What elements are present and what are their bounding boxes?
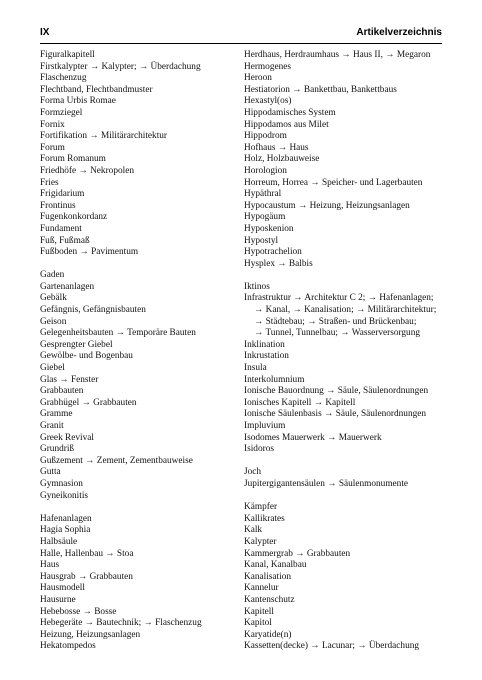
index-entry: Kanal, Kanalbau <box>244 560 307 571</box>
index-entry: Herdhaus, Herdraumhaus → Haus II, → Megaron <box>244 50 431 60</box>
index-entry: Hagia Sophia <box>40 525 91 536</box>
index-entry: Hekatompedos <box>40 641 96 652</box>
running-title: Artikelverzeichnis <box>356 27 442 38</box>
index-entry: Fugenkonkordanz <box>40 212 108 223</box>
index-entry: Fußboden → Pavimentum <box>40 247 139 258</box>
index-group <box>40 50 232 259</box>
index-entry: Gewölbe- und Bogenbau <box>40 351 133 362</box>
index-entry: Forma Urbis Romae <box>40 96 116 107</box>
index-entry: Iktinos <box>244 281 270 292</box>
index-entry: Heroon <box>244 73 272 84</box>
index-entry: Granit <box>40 421 64 431</box>
index-entry: Gußzement → Zement, Zementbauweise <box>40 455 193 466</box>
index-entry: Hebebosse → Bosse <box>40 606 117 617</box>
index-entry: Ionische Säulenbasis → Säule, Säulenordnungen <box>244 409 427 420</box>
index-entry: Gelegenheitsbauten → Temporäre Bauten <box>40 328 196 339</box>
index-entry: Infrastruktur → Architektur C 2; → Hafenanlagen; <box>244 293 434 304</box>
index-entry: Kalypter <box>244 536 277 547</box>
page-header <box>40 27 442 44</box>
index-entry: Fuß, Fußmaß <box>40 235 90 246</box>
page-number: IX <box>40 27 50 38</box>
index-entry: Gebälk <box>40 293 67 304</box>
index-entry: Hafenanlagen <box>40 513 92 524</box>
index-entry: Horologion <box>244 165 287 176</box>
index-entry: Gefängnis, Gefängnisbauten <box>40 305 146 316</box>
index-entry: Forum <box>40 142 65 153</box>
index-entry: Gartenanlagen <box>40 281 95 292</box>
index-entry: Kapitell <box>244 606 274 617</box>
index-group <box>244 50 444 270</box>
index-entry: Friedhöfe → Nekropolen <box>40 165 134 176</box>
index-entry: Firstkalypter → Kalypter; → Überdachung <box>40 61 201 72</box>
index-entry: Giebel <box>40 363 65 374</box>
index-entry: Horreum, Horrea → Speicher- und Lagerbauten <box>244 177 423 188</box>
index-entry: Hysplex → Balbis <box>244 258 313 269</box>
index-group <box>40 270 232 502</box>
index-entry: Fries <box>40 177 59 188</box>
index-entry: Hexastyl(os) <box>244 96 292 107</box>
index-entry: Inkrustation <box>244 351 289 362</box>
index-entry: Isidoros <box>244 444 274 455</box>
index-group <box>244 282 444 456</box>
left-column <box>40 50 232 664</box>
index-entry: Figuralkapitell <box>40 50 95 60</box>
index-entry: Hausgrab → Grabbauten <box>40 571 133 582</box>
index-entry: Flechtband, Flechtbandmuster <box>40 84 153 95</box>
index-entry: Geison <box>40 316 67 327</box>
index-entry: → Städtebau; → Straßen- und Brückenbau; <box>254 316 417 327</box>
index-entry: Gesprengter Giebel <box>40 339 113 350</box>
index-entry: Hippodrom <box>244 131 287 142</box>
index-entry: Inklination <box>244 339 285 350</box>
index-entry: Hausurne <box>40 594 76 605</box>
index-entry: Hyposkenion <box>244 223 294 234</box>
index-entry: Fundament <box>40 223 82 234</box>
index-entry: Isodomes Mauerwerk → Mauerwerk <box>244 432 382 443</box>
index-entry: Grundriß <box>40 444 75 455</box>
index-entry: Hippodamisches System <box>244 107 336 118</box>
index-entry: Frigidarium <box>40 189 85 200</box>
index-entry: Halle, Hallenbau → Stoa <box>40 548 134 559</box>
index-entry: Interkolumnium <box>244 374 305 385</box>
index-entry: Frontinus <box>40 200 76 211</box>
index-entry: Ionische Bauordnung → Säule, Säulenordnungen <box>244 386 429 397</box>
index-entry: Gutta <box>40 467 61 478</box>
index-entry: Gaden <box>40 270 65 281</box>
index-entry: Holz, Holzbauweise <box>244 154 320 165</box>
index-entry: Grabhügel → Grabbauten <box>40 397 137 408</box>
index-entry: Insula <box>244 363 267 374</box>
index-entry: Joch <box>244 467 262 478</box>
index-entry: Hermogenes <box>244 61 291 72</box>
index-entry: Gyneikonitis <box>40 490 89 501</box>
index-entry: Gramme <box>40 409 73 420</box>
index-entry: Haus <box>40 560 60 571</box>
index-entry: Hypäthral <box>244 189 282 200</box>
index-entry: Kantenschutz <box>244 594 295 605</box>
index-entry: Glas → Fenster <box>40 374 99 385</box>
index-group <box>40 514 232 653</box>
index-entry: Hypogäum <box>244 212 286 223</box>
index-entry: Kanalisation <box>244 571 291 582</box>
index-entry: Hypostyl <box>244 235 279 246</box>
index-entry: Hofhaus → Haus <box>244 142 309 153</box>
index-entry: Kannelur <box>244 583 279 594</box>
index-entry: Greek Revival <box>40 432 94 443</box>
index-entry: Kammergrab → Grabbauten <box>244 548 351 559</box>
index-entry: Ionisches Kapitell → Kapitell <box>244 397 356 408</box>
index-entry: Kalk <box>244 525 263 536</box>
index-group <box>244 467 444 490</box>
right-column <box>244 50 444 664</box>
index-entry: Formziegel <box>40 107 83 118</box>
index-entry: Heizung, Heizungsanlagen <box>40 629 141 640</box>
index-entry: Kassetten(decke) → Lacunar; → Überdachung <box>244 641 420 652</box>
index-entry: Hebegeräte → Bautechnik; → Flaschenzug <box>40 618 202 629</box>
index-entry: Fortifikation → Militärarchitektur <box>40 131 168 142</box>
index-entry: Hypotrachelion <box>244 247 302 258</box>
index-entry: Karyatide(n) <box>244 629 292 640</box>
index-entry: Forum Romanum <box>40 154 106 165</box>
index-entry: Fornix <box>40 119 65 130</box>
index-entry: Kapitol <box>244 618 272 629</box>
index-entry: Hausmodell <box>40 583 85 594</box>
index-entry: Hestiatorion → Bankettbau, Bankettbaus <box>244 84 397 95</box>
index-group <box>244 502 444 653</box>
index-entry: Jupitergigantensäulen → Säulenmonumente <box>244 478 409 489</box>
index-entry: Halbsäule <box>40 536 78 547</box>
index-entry: Kallikrates <box>244 513 285 524</box>
index-entry: Hippodamos aus Milet <box>244 119 329 130</box>
index-entry: Gymnasion <box>40 478 83 489</box>
index-entry: → Kanal, → Kanalisation; → Militärarchitektur; <box>254 305 437 316</box>
index-entry: Impluvium <box>244 421 286 431</box>
index-entry: Kämpfer <box>244 502 278 513</box>
index-entry: → Tunnel, Tunnelbau; → Wasserversorgung <box>254 328 421 339</box>
index-entry: Grabbauten <box>40 386 84 397</box>
index-entry: Hypocaustum → Heizung, Heizungsanlagen <box>244 200 410 211</box>
index-entry: Flaschenzug <box>40 73 87 84</box>
